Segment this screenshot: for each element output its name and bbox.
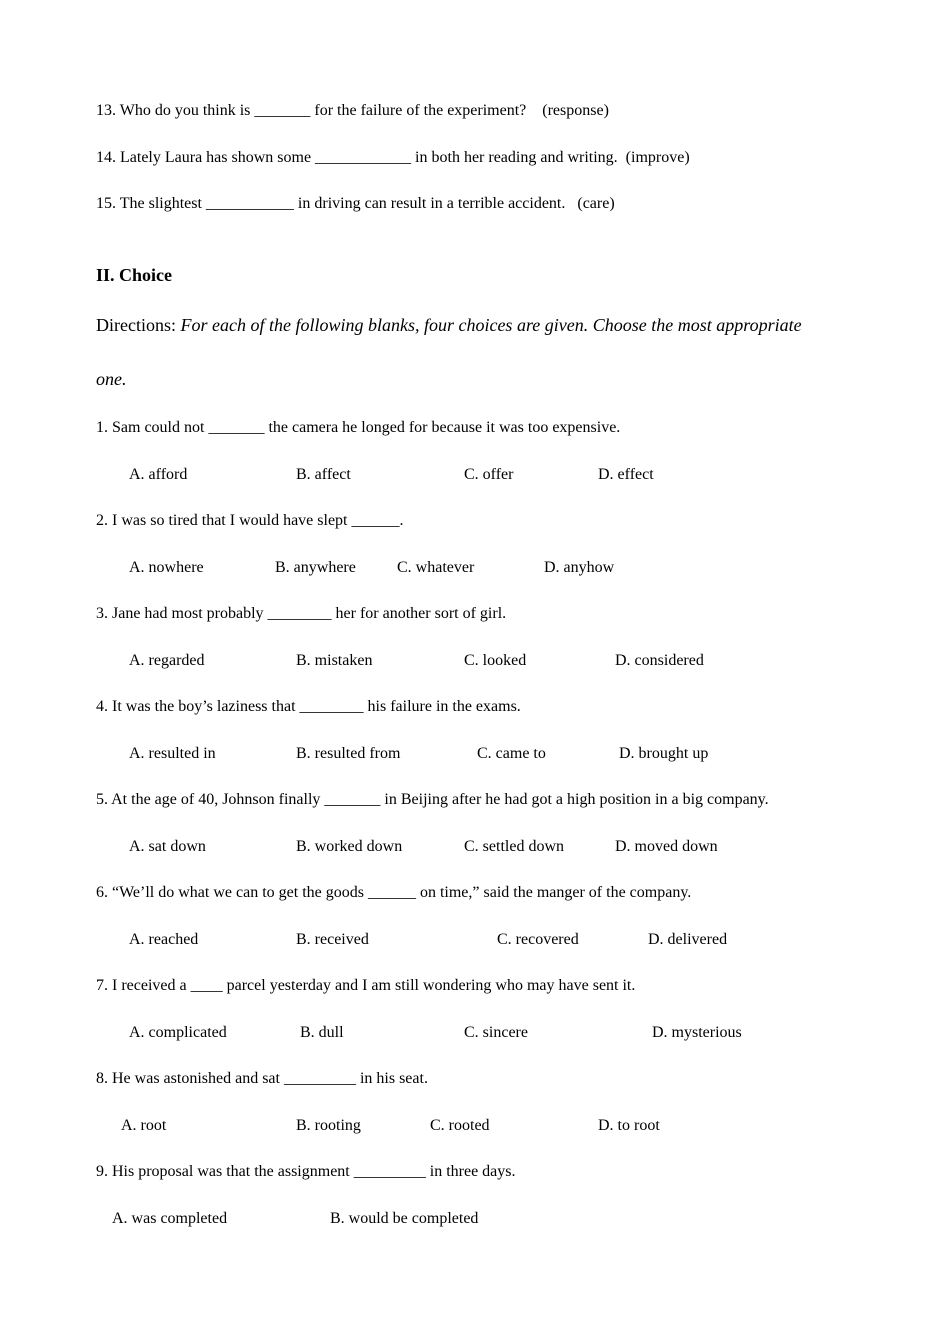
option[interactable]: A. resulted in xyxy=(129,745,216,762)
question-stem: 5. At the age of 40, Johnson finally _______ in Beijing after he had got a high position in a big company. xyxy=(96,791,769,808)
option[interactable]: D. moved down xyxy=(615,838,718,855)
question-stem: 1. Sam could not _______ the camera he longed for because it was too expensive. xyxy=(96,419,621,436)
word-formation-item-15: 15. The slightest ___________ in driving can result in a terrible accident. (care) xyxy=(96,195,615,212)
option[interactable]: C. settled down xyxy=(464,838,564,855)
option[interactable]: D. delivered xyxy=(648,931,728,948)
option[interactable]: A. complicated xyxy=(129,1024,227,1041)
directions-text: For each of the following blanks, four choices are given. Choose the most appropriate xyxy=(180,315,802,335)
option[interactable]: C. came to xyxy=(477,745,546,762)
option[interactable]: A. afford xyxy=(129,466,188,483)
word-formation-item-13: 13. Who do you think is _______ for the failure of the experiment? (response) xyxy=(96,102,609,119)
option[interactable]: C. rooted xyxy=(430,1117,490,1134)
word-formation-item-14: 14. Lately Laura has shown some ____________ in both her reading and writing. (improve) xyxy=(96,149,690,166)
directions xyxy=(96,314,802,336)
directions-label: Directions: xyxy=(96,315,181,335)
question-stem: 7. I received a ____ parcel yesterday and I am still wondering who may have sent it. xyxy=(96,977,636,994)
option[interactable]: A. was completed xyxy=(112,1210,228,1227)
directions-text-end: one. xyxy=(96,369,127,389)
option[interactable]: A. nowhere xyxy=(129,559,204,576)
option[interactable]: A. reached xyxy=(129,931,199,948)
question-stem: 4. It was the boy’s laziness that ________ his failure in the exams. xyxy=(96,698,521,715)
option[interactable]: B. resulted from xyxy=(296,745,401,762)
option[interactable]: D. to root xyxy=(598,1117,660,1134)
option[interactable]: B. dull xyxy=(300,1024,344,1041)
question-stem: 3. Jane had most probably ________ her for another sort of girl. xyxy=(96,605,507,622)
question-stem: 9. His proposal was that the assignment _________ in three days. xyxy=(96,1163,516,1180)
option[interactable]: B. received xyxy=(296,931,369,948)
option[interactable]: B. anywhere xyxy=(275,559,356,576)
option[interactable]: C. sincere xyxy=(464,1024,528,1041)
option[interactable]: C. looked xyxy=(464,652,527,669)
option[interactable]: B. would be completed xyxy=(330,1210,479,1227)
option[interactable]: D. effect xyxy=(598,466,654,483)
question-stem: 6. “We’ll do what we can to get the goods ______ on time,” said the manger of the company. xyxy=(96,884,692,901)
option[interactable]: B. rooting xyxy=(296,1117,361,1134)
directions-continued xyxy=(96,368,127,390)
option[interactable]: C. recovered xyxy=(497,931,579,948)
option[interactable]: C. whatever xyxy=(397,559,475,576)
option[interactable]: D. brought up xyxy=(619,745,709,762)
option[interactable]: A. regarded xyxy=(129,652,205,669)
option[interactable]: D. mysterious xyxy=(652,1024,742,1041)
option[interactable]: A. root xyxy=(121,1117,167,1134)
option[interactable]: A. sat down xyxy=(129,838,206,855)
question-stem: 2. I was so tired that I would have slept ______. xyxy=(96,512,404,529)
option[interactable]: B. mistaken xyxy=(296,652,373,669)
option[interactable]: B. worked down xyxy=(296,838,403,855)
section-title: II. Choice xyxy=(96,265,172,285)
option[interactable]: D. considered xyxy=(615,652,704,669)
option[interactable]: B. affect xyxy=(296,466,351,483)
question-stem: 8. He was astonished and sat _________ in his seat. xyxy=(96,1070,428,1087)
option[interactable]: C. offer xyxy=(464,466,514,483)
option[interactable]: D. anyhow xyxy=(544,559,615,576)
